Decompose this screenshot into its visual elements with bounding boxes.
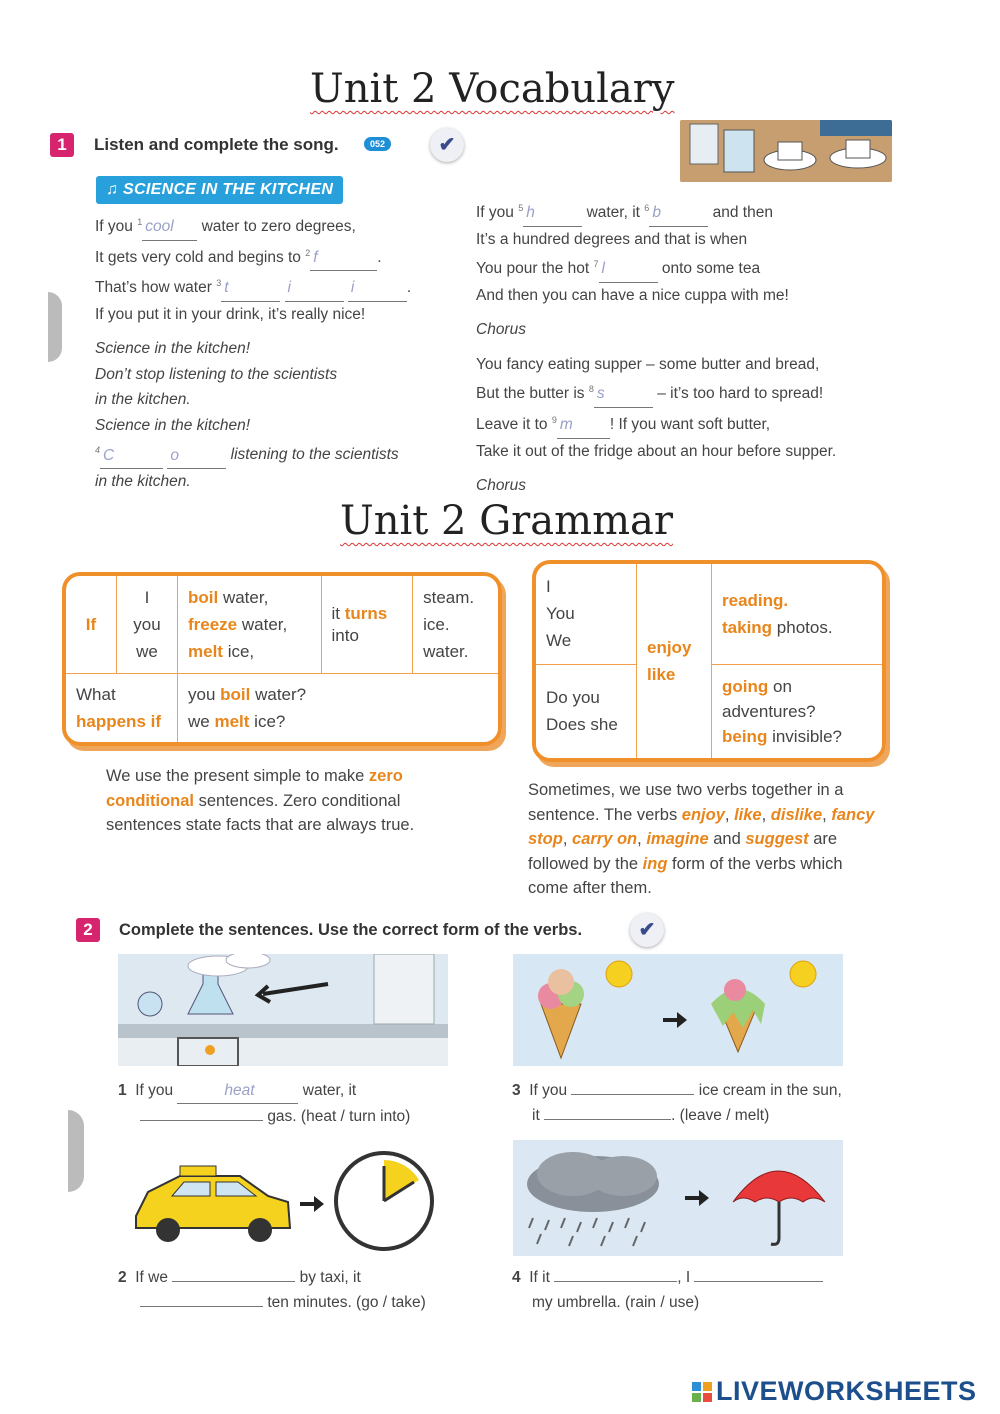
taxi-clock-image bbox=[128, 1146, 438, 1256]
question-2-line-2 bbox=[118, 1290, 426, 1315]
question-2 bbox=[118, 1265, 426, 1315]
verb: turns bbox=[344, 603, 388, 623]
song-line-6: It’s a hundred degrees and that is when bbox=[476, 230, 748, 248]
keyword: stop bbox=[528, 830, 563, 848]
grammar-title: Unit 2 Grammar bbox=[340, 498, 673, 544]
verb-row bbox=[188, 584, 311, 611]
text: Sometimes, we use two verbs together in a bbox=[528, 781, 844, 799]
audio-track-label: 052 bbox=[364, 137, 391, 151]
question-clause-cell bbox=[178, 674, 499, 742]
verb-cell bbox=[178, 576, 322, 674]
answer-blank-7[interactable]: l bbox=[599, 256, 658, 283]
text: ice cream in the sun, bbox=[698, 1082, 842, 1099]
verb: melt bbox=[214, 712, 250, 732]
keyword: fancy bbox=[831, 805, 875, 824]
verb: boil bbox=[220, 685, 251, 705]
logo-icon bbox=[692, 1382, 712, 1402]
text: , bbox=[761, 805, 771, 824]
chorus-line-1: Science in the kitchen! bbox=[95, 340, 251, 358]
text: It gets very cold and begins to bbox=[95, 248, 301, 266]
song-left-column bbox=[95, 210, 411, 495]
text: come after them. bbox=[528, 879, 652, 897]
ing-row bbox=[722, 614, 872, 641]
chorus-label-1: Chorus bbox=[476, 321, 526, 339]
keyword: enjoy bbox=[681, 805, 725, 824]
text: ! If you want soft butter, bbox=[609, 416, 771, 434]
ing-verb: being bbox=[722, 726, 768, 746]
checkmark-icon[interactable]: ✔ bbox=[630, 913, 664, 947]
answer-blank-q3a[interactable] bbox=[571, 1094, 694, 1095]
text: We use the present simple to make bbox=[106, 767, 369, 785]
pronoun: you bbox=[133, 615, 161, 635]
song-line-12: Take it out of the fridge about an hour before supper. bbox=[476, 442, 837, 460]
pronoun-cell bbox=[117, 576, 178, 674]
ing-row bbox=[722, 724, 872, 749]
liveworksheets-logo bbox=[692, 1376, 977, 1407]
chorus-label-2: Chorus bbox=[476, 477, 526, 495]
chorus-line-4: Science in the kitchen! bbox=[95, 416, 251, 434]
result: water. bbox=[423, 642, 469, 662]
question-3 bbox=[512, 1078, 842, 1128]
result: ice. bbox=[423, 615, 450, 635]
verb-row bbox=[188, 611, 311, 638]
question-3-line-1 bbox=[512, 1078, 842, 1103]
question-4-line-1 bbox=[512, 1265, 823, 1290]
pronoun: We bbox=[546, 631, 572, 651]
pronoun: I bbox=[546, 577, 551, 597]
chorus-line-2: Don’t stop listening to the scientists bbox=[95, 365, 338, 383]
keyword: zero bbox=[368, 767, 403, 785]
verb-row bbox=[188, 638, 311, 665]
ing-verb: taking bbox=[722, 617, 773, 637]
text: If you bbox=[476, 204, 514, 222]
melting-ice-cream-illustration bbox=[513, 954, 843, 1066]
brand-name: LIVEWORKSHEETS bbox=[716, 1376, 977, 1406]
exercise-number-1: 1 bbox=[50, 133, 74, 157]
verb: freeze bbox=[188, 615, 238, 635]
answer-blank-q3b[interactable] bbox=[544, 1119, 671, 1120]
text: and then bbox=[712, 204, 773, 222]
answer-blank-q1b[interactable] bbox=[140, 1120, 263, 1121]
text: ice, bbox=[222, 642, 255, 662]
verb: melt bbox=[188, 642, 223, 662]
result-verb bbox=[332, 603, 403, 625]
ing-verb: reading. bbox=[722, 590, 789, 610]
text: , bbox=[822, 805, 832, 824]
song-line-7 bbox=[476, 252, 836, 283]
answer-blank-4a[interactable]: C bbox=[100, 443, 163, 470]
text: If you bbox=[529, 1082, 568, 1099]
ing-cell-2 bbox=[712, 664, 883, 758]
gap-number: 9 bbox=[551, 414, 557, 425]
pronoun: we bbox=[136, 642, 158, 662]
text: . (leave / melt) bbox=[671, 1107, 770, 1124]
ing-row bbox=[722, 674, 872, 699]
exercise-2-instruction: Complete the sentences. Use the correct form of the verbs. bbox=[119, 921, 583, 939]
text: Do you bbox=[546, 688, 600, 708]
question-cell bbox=[66, 674, 178, 742]
text: into bbox=[331, 625, 359, 645]
answer-blank-q2b[interactable] bbox=[140, 1306, 263, 1307]
text: water, it bbox=[302, 1082, 357, 1099]
text: , bbox=[562, 830, 573, 848]
text: my umbrella. (rain / use) bbox=[532, 1294, 700, 1311]
gap-number: 6 bbox=[644, 203, 650, 213]
answer-blank-5[interactable]: h bbox=[523, 200, 582, 227]
verb-ing-note bbox=[528, 778, 908, 901]
text: sentence. The verbs bbox=[528, 805, 682, 824]
text: ice? bbox=[249, 712, 286, 732]
exercise-number-2: 2 bbox=[76, 918, 100, 942]
text: If you bbox=[135, 1082, 174, 1099]
text: water to zero degrees, bbox=[201, 218, 356, 236]
question-4-line-2 bbox=[512, 1290, 823, 1315]
question-number: 3 bbox=[512, 1082, 521, 1099]
text: form of the verbs which bbox=[667, 854, 843, 873]
keyword: ing bbox=[642, 854, 668, 873]
text: you bbox=[188, 685, 221, 705]
kitchen-table-image bbox=[680, 120, 892, 182]
exercise-1-instruction: Listen and complete the song. bbox=[94, 135, 339, 154]
text: gas. (heat / turn into) bbox=[267, 1108, 411, 1125]
lab-flask-image bbox=[118, 954, 448, 1066]
text: sentences state facts that are always true. bbox=[106, 816, 415, 834]
question-1-line-1 bbox=[118, 1078, 410, 1104]
verb: boil bbox=[188, 588, 219, 608]
question-row bbox=[188, 681, 488, 708]
song-line-4: If you put it in your drink, it’s really nice! bbox=[95, 305, 366, 323]
taxi-clock-illustration bbox=[128, 1146, 438, 1256]
text: water? bbox=[250, 685, 307, 705]
answer-blank-q1a[interactable]: heat bbox=[177, 1078, 298, 1104]
text: happens if bbox=[76, 712, 162, 732]
verb-ing-table bbox=[532, 560, 886, 762]
text: by taxi, it bbox=[299, 1269, 361, 1286]
text: and bbox=[708, 830, 746, 848]
vocabulary-title: Unit 2 Vocabulary bbox=[310, 66, 675, 112]
flask-steam-illustration bbox=[118, 954, 448, 1066]
result-verb-cell bbox=[321, 576, 413, 674]
rain-umbrella-image bbox=[513, 1140, 843, 1256]
verb: like bbox=[647, 665, 676, 684]
result-cell bbox=[413, 576, 498, 674]
text: listening to the scientists bbox=[230, 446, 399, 464]
text: we bbox=[188, 712, 215, 732]
text: it bbox=[331, 603, 345, 623]
question-4 bbox=[512, 1265, 823, 1315]
text: – it’s too hard to spread! bbox=[657, 385, 824, 403]
song-title: ♫ SCIENCE IN THE KITCHEN bbox=[96, 176, 343, 204]
question-row bbox=[188, 708, 488, 735]
question-cell bbox=[536, 664, 637, 758]
song-line-1 bbox=[95, 210, 411, 241]
text: on bbox=[768, 676, 792, 696]
text: That’s how water bbox=[95, 279, 212, 297]
song-line-11 bbox=[476, 408, 836, 439]
if-cell: If bbox=[66, 576, 117, 674]
chorus-line-3: in the kitchen. bbox=[95, 391, 191, 409]
gap-number: 1 bbox=[137, 217, 143, 227]
answer-blank-9[interactable]: m bbox=[557, 412, 610, 439]
keyword: imagine bbox=[646, 830, 709, 848]
question-number: 1 bbox=[118, 1082, 127, 1099]
text: adventures? bbox=[722, 701, 816, 721]
gap-number: 3 bbox=[216, 278, 222, 289]
song-line-9: You fancy eating supper – some butter and bread, bbox=[476, 355, 820, 373]
text: Leave it to bbox=[476, 416, 548, 434]
ing-cell-1 bbox=[712, 564, 883, 664]
zero-conditional-note bbox=[106, 764, 486, 838]
song-line-2 bbox=[95, 241, 411, 272]
keyword: carry on bbox=[572, 830, 638, 848]
pronoun: I bbox=[144, 588, 150, 608]
song-right-column bbox=[476, 196, 836, 499]
keyword: conditional bbox=[106, 791, 194, 810]
text: But the butter is bbox=[476, 385, 585, 403]
text: onto some tea bbox=[661, 260, 761, 278]
text: Does she bbox=[546, 715, 618, 735]
answer-blank-4b[interactable]: o bbox=[167, 443, 226, 470]
text: . bbox=[377, 248, 382, 266]
question-1 bbox=[118, 1078, 410, 1129]
text: If you bbox=[95, 218, 133, 236]
song-line-3 bbox=[95, 271, 411, 302]
ice-cream-image bbox=[513, 954, 843, 1066]
keyword: dislike bbox=[770, 805, 823, 824]
text: water, bbox=[218, 588, 269, 608]
text: , bbox=[637, 830, 647, 848]
zero-conditional-table bbox=[62, 572, 502, 746]
cups-illustration bbox=[680, 120, 892, 182]
text: water, it bbox=[586, 204, 640, 222]
gap-number: 2 bbox=[305, 247, 311, 258]
rain-umbrella-illustration bbox=[513, 1140, 843, 1256]
text: If we bbox=[135, 1269, 168, 1286]
question-2-line-1 bbox=[118, 1265, 426, 1290]
answer-blank-q4a[interactable] bbox=[554, 1281, 677, 1282]
answer-blank-q4b[interactable] bbox=[694, 1281, 823, 1282]
page-tab-decoration bbox=[48, 292, 62, 362]
gap-number: 4 bbox=[95, 445, 101, 456]
chorus-line-6: in the kitchen. bbox=[95, 473, 191, 491]
text: photos. bbox=[772, 617, 833, 637]
song-line-5 bbox=[476, 196, 836, 227]
answer-blank-2[interactable]: f bbox=[310, 245, 377, 272]
checkmark-icon[interactable]: ✔ bbox=[430, 128, 464, 162]
answer-blank-3c[interactable]: i bbox=[348, 275, 407, 302]
pronoun: You bbox=[546, 604, 575, 624]
text: water, bbox=[237, 615, 288, 635]
text: followed by the bbox=[528, 854, 643, 873]
text: What bbox=[76, 685, 116, 705]
gap-number: 8 bbox=[588, 384, 594, 395]
result: steam. bbox=[423, 588, 475, 608]
question-1-line-2 bbox=[118, 1104, 410, 1129]
question-number: 2 bbox=[118, 1269, 127, 1286]
text: it bbox=[532, 1107, 540, 1124]
text: , I bbox=[677, 1269, 691, 1286]
question-number: 4 bbox=[512, 1269, 521, 1286]
text: If it bbox=[529, 1269, 550, 1286]
song-line-8: And then you can have a nice cuppa with me! bbox=[476, 286, 789, 304]
audio-icon[interactable] bbox=[364, 134, 391, 152]
pronoun-cell bbox=[536, 564, 637, 664]
text: , bbox=[724, 805, 735, 824]
answer-blank-6[interactable]: b bbox=[649, 200, 708, 227]
verb-cell bbox=[637, 564, 712, 758]
answer-blank-8[interactable]: s bbox=[594, 381, 653, 408]
verb: enjoy bbox=[647, 638, 692, 657]
answer-blank-q2a[interactable] bbox=[172, 1281, 295, 1282]
text: You pour the hot bbox=[476, 260, 590, 278]
answer-blank-3a[interactable]: t bbox=[221, 275, 280, 302]
chorus-line-5 bbox=[95, 438, 411, 469]
question-3-line-2 bbox=[512, 1103, 842, 1128]
answer-blank-3b[interactable]: i bbox=[285, 275, 344, 302]
page-tab-decoration bbox=[68, 1110, 84, 1192]
text: ten minutes. (go / take) bbox=[267, 1294, 426, 1311]
keyword: like bbox=[734, 805, 762, 824]
text: . bbox=[406, 279, 412, 297]
keyword: suggest bbox=[745, 830, 809, 848]
gap-number: 5 bbox=[518, 203, 524, 213]
gap-number: 7 bbox=[593, 259, 599, 270]
answer-blank-1[interactable]: cool bbox=[142, 214, 197, 241]
song-line-10 bbox=[476, 377, 836, 408]
text: are bbox=[808, 830, 838, 848]
ing-verb: going bbox=[722, 676, 769, 696]
text: invisible? bbox=[767, 726, 842, 746]
text: sentences. Zero conditional bbox=[194, 791, 401, 810]
